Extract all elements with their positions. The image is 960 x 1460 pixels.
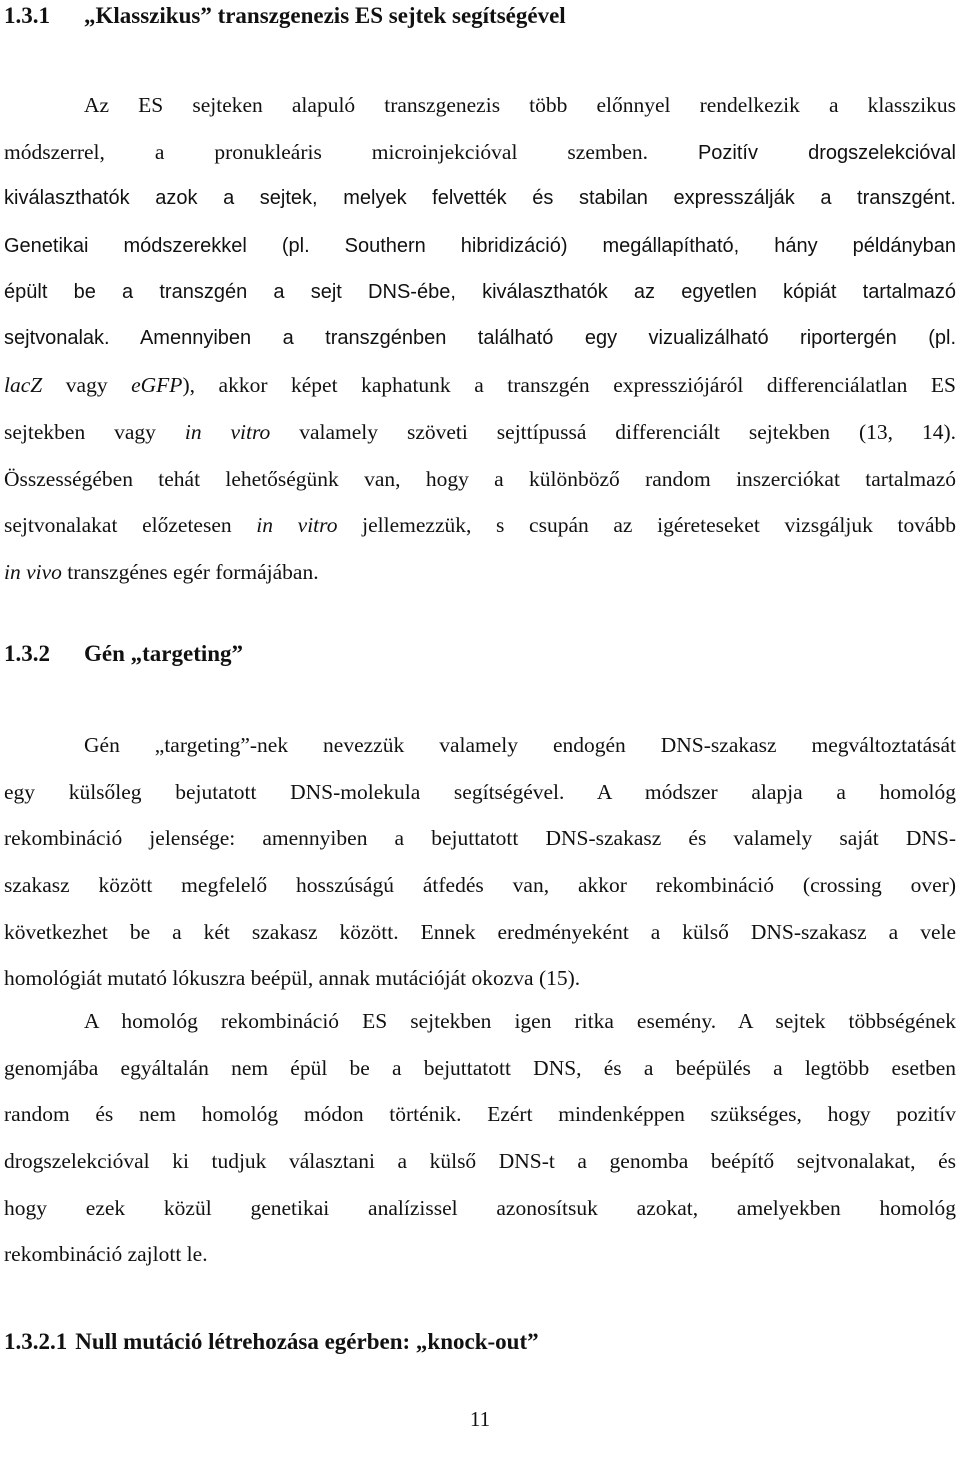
gene-name: lacZ <box>4 373 43 398</box>
text-line: random és nem homológ módon történik. Ezért mindenképpen szükséges, hogy pozitív <box>4 1102 956 1127</box>
text-line: rekombináció jelensége: amennyiben a bejuttatott DNS-szakasz és valamely saját DNS- <box>4 826 956 851</box>
text-line <box>4 549 956 596</box>
text-line: A homológ rekombináció ES sejtekben igen ritka esemény. A sejtek többségének <box>84 1009 956 1033</box>
section-heading-1-3-2-1 <box>4 1328 539 1356</box>
text-span: Pozitív drogszelekcióval <box>697 141 956 164</box>
section-heading-1-3-1 <box>4 2 566 30</box>
text-line: egy külsőleg bejutatott DNS-molekula segítségével. A módszer alapja a homológ <box>4 779 956 804</box>
text-line: Az ES sejteken alapuló transzgenezis több előnnyel rendelkezik a klasszikus <box>84 93 956 117</box>
paragraph-es-transgenesis <box>4 82 956 596</box>
section-number: 1.3.2.1 <box>4 1329 68 1354</box>
text-line <box>4 409 956 456</box>
text-span: transzgénes egér formájában. <box>61 559 319 584</box>
latin-term: in vivo <box>4 559 62 584</box>
text-line: Összességében tehát lehetőségünk van, hogy a különböző random inszerciókat tartalmazó <box>4 466 956 491</box>
section-title: Gén „targeting” <box>84 641 244 666</box>
text-line: homológiát mutató lókuszra beépül, annak mutációját okozva (15). <box>4 966 581 991</box>
text-span: jellemezzük, s csupán az igéreteseket vizsgáljuk tovább <box>337 513 956 538</box>
text-line <box>4 362 956 409</box>
text-line <box>4 222 956 269</box>
paragraph-gene-targeting <box>4 722 956 1002</box>
text-span: vagy <box>42 373 132 398</box>
text-span: sejtvonalakat előzetesen <box>4 513 257 538</box>
text-line <box>4 129 956 176</box>
text-line: rekombináció zajlott le. <box>4 1242 208 1267</box>
section-number: 1.3.2 <box>4 641 50 666</box>
text-line: kiválaszthatók azok a sejtek, melyek felvették és stabilan expresszálják a transzgént. <box>4 187 956 210</box>
text-span: sejtekben vagy <box>4 419 185 444</box>
text-line: Gén „targeting”-nek nevezzük valamely endogén DNS-szakasz megváltoztatását <box>84 733 956 757</box>
text-span: Genetikai módszerekkel (pl. <box>4 235 345 258</box>
text-line: épült be a transzgén a sejt DNS-ébe, kiválaszthatók az egyetlen kópiát tartalmazó <box>4 280 956 303</box>
text-span: valamely szöveti sejttípussá differenciált sejtekben (13, 14). <box>270 419 956 444</box>
text-span: módszerrel, a pronukleáris microinjekcióval szemben. <box>4 139 698 164</box>
page-number: 11 <box>469 1407 491 1431</box>
latin-term: in vitro <box>184 419 271 444</box>
section-title: Null mutáció létrehozása egérben: „knock-out” <box>75 1329 539 1354</box>
section-number: 1.3.1 <box>4 3 50 28</box>
text-span: ), akkor képet kaphatunk a transzgén expressziójáról differenciálatlan ES <box>182 373 956 398</box>
text-line: drogszelekcióval ki tudjuk választani a külső DNS-t a genomba beépítő sejtvonalakat, és <box>4 1149 956 1174</box>
text-line: sejtvonalak. Amennyiben a transzgénben található egy vizualizálható riportergén (pl. <box>4 327 956 350</box>
text-line: hogy ezek közül genetikai analízissel azonosítsuk azokat, amelyekben homológ <box>4 1195 956 1220</box>
section-heading-1-3-2 <box>4 640 243 668</box>
text-line: genomjába egyáltalán nem épül be a bejuttatott DNS, és a beépülés a legtöbb esetben <box>4 1055 956 1080</box>
text-line: következhet be a két szakasz között. Ennek eredményeként a külső DNS-szakasz a vele <box>4 919 956 944</box>
section-title: „Klasszikus” transzgenezis ES sejtek segítségével <box>84 3 566 28</box>
text-line <box>4 502 956 549</box>
latin-term: in vitro <box>256 513 338 538</box>
paragraph-homologous-recombination <box>4 998 956 1278</box>
text-line: szakasz között megfelelő hosszúságú átfedés van, akkor rekombináció (crossing over) <box>4 873 956 898</box>
text-span: Southern hibridizáció) megállapítható, hány példányban <box>344 235 957 258</box>
gene-name: eGFP <box>131 373 183 398</box>
